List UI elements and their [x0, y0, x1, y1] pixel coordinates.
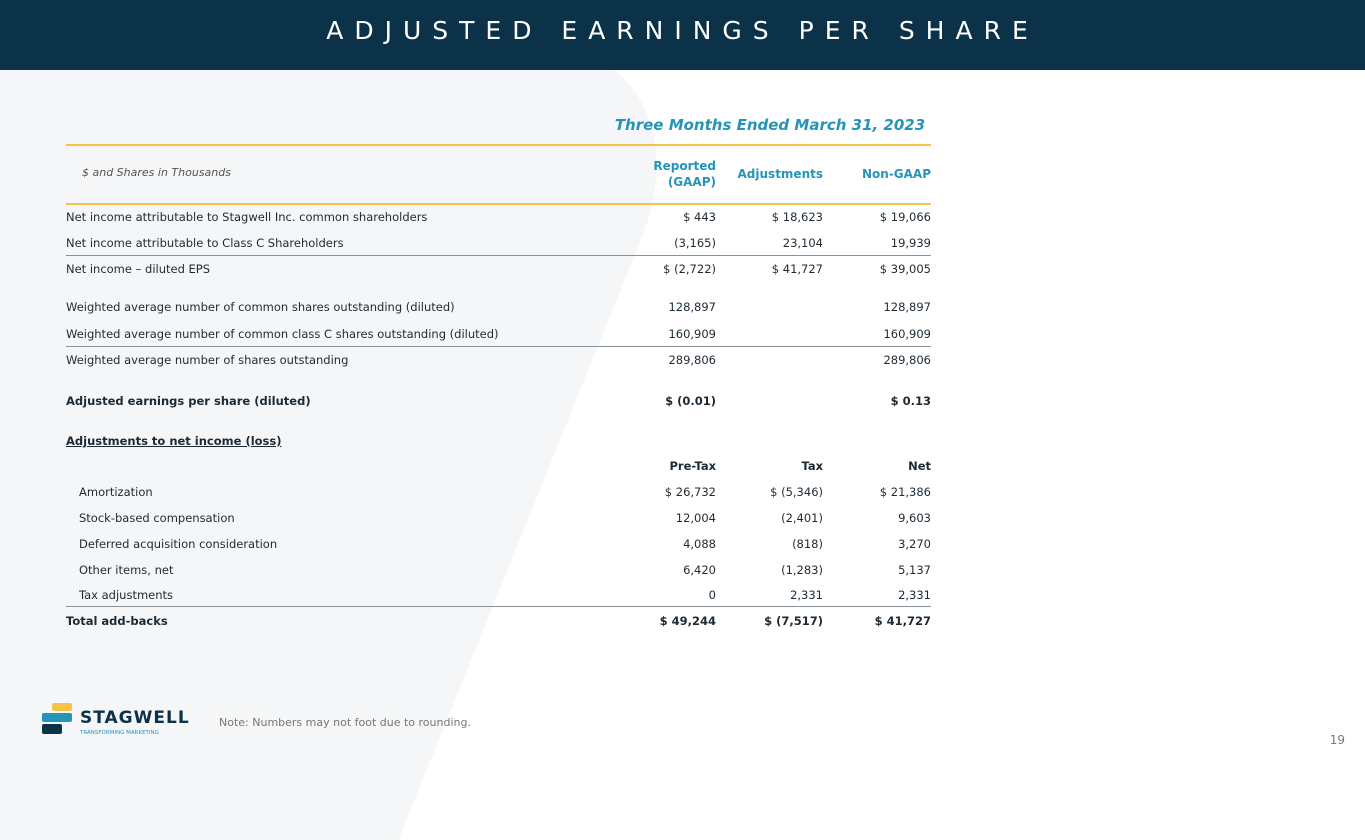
cell-value: 19,939 [890, 236, 931, 250]
table-row [66, 482, 931, 502]
cell-value: 2,331 [790, 588, 823, 602]
cell-value: 0 [708, 588, 716, 602]
cell-value: $ (5,346) [770, 485, 823, 499]
table-row [66, 508, 931, 528]
cell-value: 12,004 [675, 511, 716, 525]
table-row [66, 560, 931, 580]
table-row [66, 259, 931, 279]
row-label: Adjustments to net income (loss) [66, 434, 282, 448]
svg-text:TRANSFORMING MARKETING: TRANSFORMING MARKETING [80, 730, 159, 736]
cell-value: $ (7,517) [764, 614, 823, 628]
cell-value: $ 41,727 [874, 614, 931, 628]
table-row [66, 585, 931, 605]
adj-column-headers [66, 456, 931, 476]
table-row [66, 233, 931, 253]
cell-value: $ 39,005 [879, 262, 931, 276]
row-label: Stock-based compensation [79, 511, 235, 525]
cell-value: $ 0.13 [890, 394, 931, 408]
cell-value: 128,897 [668, 300, 716, 314]
svg-text:STAGWELL: STAGWELL [80, 708, 190, 728]
row-label: Net income – diluted EPS [66, 262, 211, 276]
table-row [66, 297, 931, 317]
divider [66, 144, 931, 146]
cell-value: (3,165) [674, 236, 716, 250]
cell-value: $ 443 [683, 210, 716, 224]
row-label: Net income attributable to Stagwell Inc. common shareholders [66, 210, 428, 224]
cell-value: $ 41,727 [771, 262, 823, 276]
row-label: Weighted average number of common shares outstanding (diluted) [66, 300, 455, 314]
cell-value: 9,603 [898, 511, 931, 525]
cell-value: 128,897 [883, 300, 931, 314]
divider [66, 606, 931, 607]
cell-value: $ 18,623 [771, 210, 823, 224]
row-label: Adjusted earnings per share (diluted) [66, 394, 311, 408]
row-label: Tax adjustments [79, 588, 174, 602]
row-label: Weighted average number of shares outstanding [66, 353, 349, 367]
table-row [66, 391, 931, 411]
cell-value: (2,401) [781, 511, 823, 525]
table-row [66, 534, 931, 554]
divider [66, 203, 931, 205]
table-row [66, 324, 931, 344]
row-label: Other items, net [79, 563, 174, 577]
cell-value: 3,270 [898, 537, 931, 551]
cell-value: (818) [792, 537, 823, 551]
row-label: Amortization [79, 485, 153, 499]
cell-value: 289,806 [883, 353, 931, 367]
cell-value: $ 19,066 [879, 210, 931, 224]
table-row [66, 350, 931, 370]
units-label: $ and Shares in Thousands [82, 166, 231, 179]
col-adjustments: Adjustments [737, 167, 823, 181]
cell-value: 5,137 [898, 563, 931, 577]
row-label: Total add-backs [66, 614, 168, 628]
page-number: 19 [1329, 733, 1345, 747]
cell-value: $ (0.01) [665, 394, 716, 408]
cell-value: Tax [801, 459, 823, 473]
cell-value: $ 49,244 [659, 614, 716, 628]
cell-value: $ 21,386 [879, 485, 931, 499]
cell-value: $ 26,732 [664, 485, 716, 499]
stagwell-logo [40, 703, 210, 741]
cell-value: 160,909 [668, 327, 716, 341]
col-nongaap: Non-GAAP [861, 167, 931, 181]
table-row [66, 207, 931, 227]
total-row [66, 611, 931, 631]
cell-value: 2,331 [898, 588, 931, 602]
adjustments-heading [66, 431, 931, 451]
row-label: Weighted average number of common class C shares outstanding (diluted) [66, 327, 499, 341]
cell-value: 23,104 [782, 236, 823, 250]
period-heading: Three Months Ended March 31, 2023 [614, 116, 926, 134]
divider [66, 346, 931, 347]
cell-value: 160,909 [883, 327, 931, 341]
header-bar [0, 0, 1365, 70]
cell-value: 289,806 [668, 353, 716, 367]
cell-value: 4,088 [683, 537, 716, 551]
row-label: Net income attributable to Class C Shareholders [66, 236, 344, 250]
cell-value: Net [908, 459, 931, 473]
page-title: ADJUSTED EARNINGS PER SHARE [326, 16, 1039, 45]
row-label: Deferred acquisition consideration [79, 537, 278, 551]
cell-value: (1,283) [781, 563, 823, 577]
cell-value: Pre-Tax [669, 459, 716, 473]
divider [66, 255, 931, 256]
footnote: Note: Numbers may not foot due to rounding. [219, 716, 471, 729]
cell-value: $ (2,722) [663, 262, 716, 276]
cell-value: 6,420 [683, 563, 716, 577]
col-reported: Reported (GAAP) [653, 159, 716, 189]
